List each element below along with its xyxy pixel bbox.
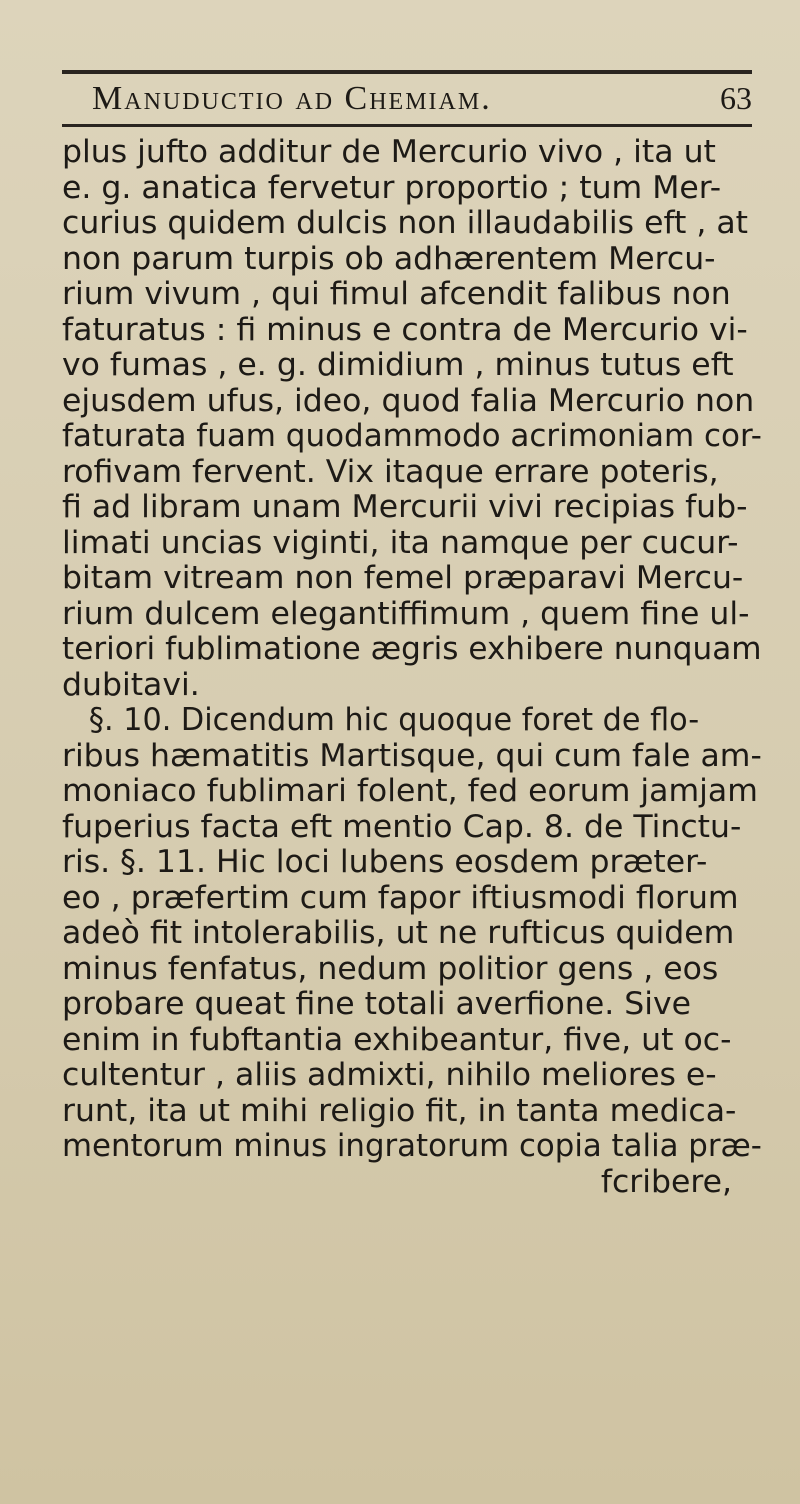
text-line: vo fumas , e. g. dimidium , minus tutus eft	[62, 347, 734, 383]
text-line: ribus hæmatitis Martisque, qui cum fale am-	[62, 737, 762, 774]
text-line: probare queat fine totali averfione. Sive	[62, 986, 692, 1022]
text-line: ris. §. 11. Hic loci lubens eosdem præter-	[62, 844, 708, 880]
text-line: faturatus : fi minus e contra de Mercurio vi-	[62, 311, 748, 348]
text-line: rofivam fervent. Vix itaque errare poteris,	[62, 453, 719, 490]
text-line: non parum turpis ob adhærentem Mercu-	[62, 240, 716, 277]
text-line: fuperius facta eft mentio Cap. 8. de Tinctu-	[62, 808, 742, 845]
text-line: faturata fuam quodammodo acrimoniam cor-	[62, 418, 762, 454]
text-line: e. g. anatica fervetur proportio ; tum Mer-	[62, 169, 722, 206]
catchword: fcribere,	[600, 1163, 732, 1200]
page-header	[62, 74, 752, 122]
text-line: rium vivum , qui fimul afcendit falibus non	[62, 276, 731, 312]
text-line: enim in fubftantia exhibeantur, five, ut oc-	[62, 1021, 732, 1058]
text-line: curius quidem dulcis non illaudabilis eft , at	[62, 205, 749, 241]
text-line: bitam vitream non femel præparavi Mercu-	[62, 560, 744, 596]
text-line: mentorum minus ingratorum copia talia præ-	[62, 1128, 762, 1164]
text-line: §. 10. Dicendum hic quoque foret de flo-	[88, 702, 700, 738]
running-title: Manuductio ad Chemiam.	[92, 80, 492, 117]
text-line: adeò fit intolerabilis, ut ne rufticus quidem	[62, 915, 735, 951]
text-line: fi ad libram unam Mercurii vivi recipias fub-	[62, 489, 748, 525]
text-line: moniaco fublimari folent, fed eorum jamjam	[62, 773, 758, 809]
text-line: eo , præfertim cum fapor iftiusmodi florum	[62, 879, 739, 916]
text-line: cultentur , aliis admixti, nihilo meliores e-	[62, 1057, 717, 1093]
text-line: teriori fublimatione ægris exhibere nunquam	[62, 631, 762, 667]
body-text	[62, 135, 762, 1200]
text-line: minus fenfatus, nedum politior gens , eos	[62, 950, 719, 987]
text-line: plus jufto additur de Mercurio vivo , ita ut	[62, 134, 716, 170]
text-line: rium dulcem elegantiffimum , quem fine ul-	[62, 595, 750, 632]
page-number: 63	[720, 80, 752, 116]
header-rule-bottom	[62, 124, 752, 127]
text-line: runt, ita ut mihi religio fit, in tanta medica-	[62, 1092, 737, 1129]
text-line: dubitavi.	[62, 666, 200, 703]
text-line: ejusdem ufus, ideo, quod falia Mercurio non	[62, 382, 755, 419]
text-line: limati uncias viginti, ita namque per cucur-	[62, 524, 739, 561]
